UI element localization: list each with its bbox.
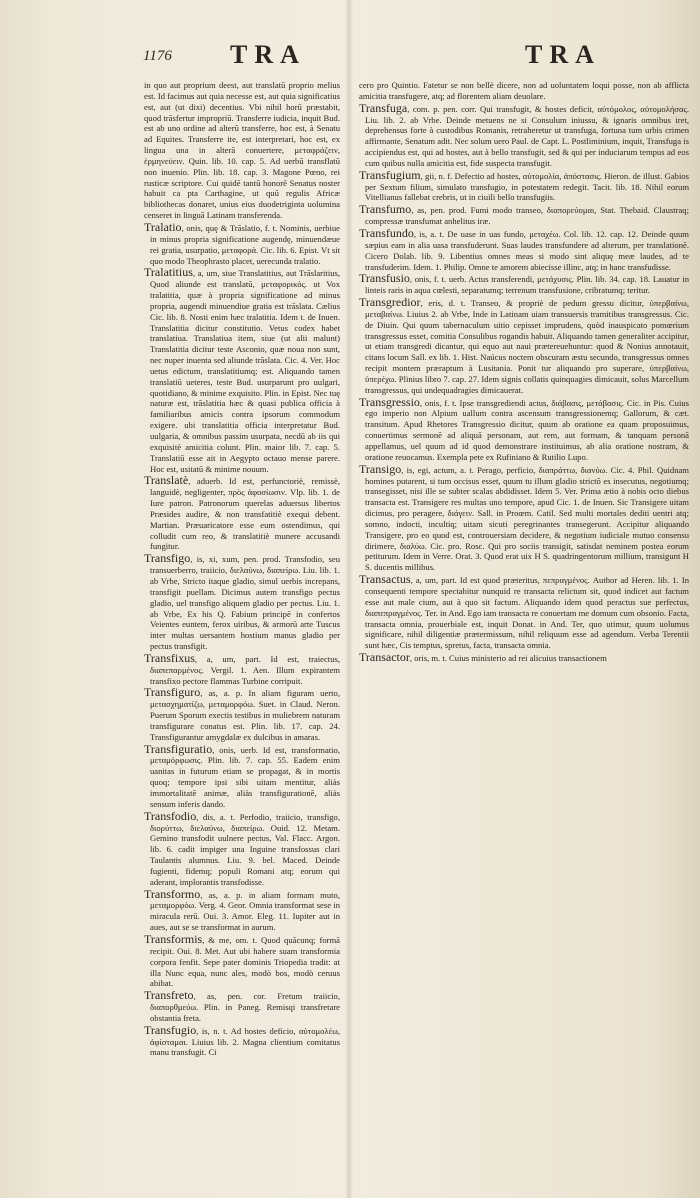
entry-text: , as, pen. cor. Fretum traiicio, διαπορθμεύω. Plin. in Paneg. Remisqi transfretare obstantia freta. xyxy=(150,991,340,1023)
entry-text: , onis, f. t. Ipse transgrediendi actus, διάβασις, μετάβασις. Cic. in Pis. Cuius ego imperio non Alpium uallum contra ascensum transgressionemq; Gallorum, & cæt. transitum. Apud Rhetores Transgressio dicitur, quum ab oratione ea quam proposuimus, conuertimus sermonē ad aliquā personam, aut rem, aut formam, & tanquam personā appellamus, uel quum ad id quod demonstrare instituimus, ab alia oratione nostram, & oratione reuocamus. Exempla pete ex Rufiniano & Rutilio Lupo. xyxy=(365,397,689,462)
entry-text: in quo aut proprium deest, aut translatū proprio melius est. Id facimus aut quia necesse est, aut quia significatius est, aut (ut dixi) decentius. Vbi nihil horū præstabit, quod trāsfertur impropriū. Transferre iudicia, inquit Bud. est ab uno ordine ad alterū transferre, hoc est, à Senatu ad Equites. Transferre ite, est interpretari, hoc est, ex lingua una in alterā conuertere, μεταφράζειν, ἑρμηνεύειν. Quin. lib. 10. cap. 5. Ad uerbū transflatū non inuenio. Plin. lib. 18. cap. 3. Magone Pœno, rei rusticæ scriptore. Cui quidē tantū honorē Senatus noster habuit ca pta Carthagine, ut quū regulis Africæ bibliothecas donaret, unius eius duodetriginta uolumina censeret in linguā Latinam transferenda. xyxy=(144,80,340,221)
dictionary-entry xyxy=(359,100,689,169)
entry-headword: Transfumo xyxy=(359,202,412,217)
dictionary-entry xyxy=(359,167,689,204)
entry-headword: Tralatio xyxy=(144,219,182,234)
entry-text: , com. p. pen. corr. Qui transfugit, & hostes deficit, αὐτόμολος, αὐτομολήσας. Liu. lib. 2. ab Vrbe. Deinde metuens ne si Consulum iniussu, & ignaris omnibus iret, deprehensus forte à custodibus Romanis, retraheretur ut transfuga, fortuna tum urbis crimen affirmante, Senatum adit. Nec solum uero Paul. de Capt. L. Postliminium, inquit, Transfuga is accipiendus est, qui ad hostes, aut à bello transfugit, sed & qui per induciarum tempus ad eos cum quibus nulla amicitia est, fide suspecta transfugit. xyxy=(365,103,689,168)
entry-text: , is, n. t. Ad hostes deficio, αὐτομολέω, ἀφίσταμαι. Liuius lib. 2. Magna clientium comitatus manu transfugit. Ci xyxy=(150,1025,340,1058)
dictionary-entry xyxy=(359,225,689,272)
entry-headword: Transfiguratio xyxy=(144,741,213,756)
entry-text: , onis, uerb. Id est, transformatio, μεταμόρφωσις. Plin. lib. 7. cap. 55. Eadem enim uanitas in futurum etiam se propagat, & in mortis quoq; tempore ipsi sibi uitam mentitur, aliàs immortalitatē animæ, aliàs transfigurationē, aliàs sensum inferis dando. xyxy=(150,744,340,809)
entry-text: , dis, a. t. Perfodio, traiicio, transfigo, διορύττω, διελαύνω, διαπείρω. Ouid. 12. Metam. Gemino transfodit uulnere pectus, Val. Flacc. Argon. lib. 6. cadit impiger una Inguine transfossus clari Taulantis alumnus. Liu. 9. bel. Maced. Deinde fugienti, fidemq; populi Romani atq; eorum qui aderant, implorantis transfodisse. xyxy=(150,811,340,887)
entry-headword: Transactus xyxy=(359,572,411,587)
running-head-left: TRA xyxy=(230,40,306,69)
entry-headword: Transfixus xyxy=(144,650,195,665)
dictionary-entry xyxy=(144,553,340,652)
dictionary-entry xyxy=(144,219,340,266)
dictionary-entry xyxy=(144,990,340,1024)
entry-text: , onis, quę & Trāslatio, f. t. Nominis, uerbiue in minus propria significatione augendę, minuendæue rei gratia, usurpatio, μεταφορά. Cic. lib. 6. Epist. Vt sit quo modo Theophrasto placet, uerecunda tralatio. xyxy=(150,222,340,266)
entry-headword: Transactor xyxy=(359,650,410,665)
entry-text: , as, pen. prod. Fumi modo transeo, διαπορεύομαι, Stat. Thebaid. Claustraq; compressæ transfumat anhelitus iræ. xyxy=(365,205,689,227)
entry-text: , is, egi, actum, a. t. Perago, perficio, διαπράττω, διανύω. Cic. 4. Phil. Quidnam homines putarent, si tum occisus esset, quum tu illum gladio strictō es insecutus, negotiumq; transegisset, nisi ille se subter scalas abdidisset. Idem 5. Ver. Prima ætio à nobis octo diebus transacta est. Transigere res multas uno tempore, apud Cic. 1. de Inuen. Sic Transigere uitam dicimus, pro peragere, διάγειν. Sall. in Proœm. Catil. Sed multi mortales dediti uentri atq; somno, indocti, incultiq; uitam sicuti peregrinantes transegerunt. Accipitur aliquando Transigere, pro eo quod est, controuersiam decidere, & negotium iudiciale mutuo consensu dirimere, διαλύω. Cic. pro. Rosc. Qui pro sociis transigit, satisdat neminem postea eorum petiturum. Idem in Verre. Orat. 3. Quod erat uix H S. quadringentorum millium, transigunt H S. ducentis millibus. xyxy=(365,464,689,573)
page-number: 1176 xyxy=(143,48,172,64)
entry-text: , a, um, siue Translatitius, aut Trāslaritius, Quod aliunde est translatū, μεταφορικός. ut Vox tralatitia, quæ à propria significatione ad minus propria, augendi minuendiue gratia est trāslata. Cælius Cic. lib. 8. Nosti enim hæc tralatitia. Idem t. de Inuen. Translatitia dicitur constitutio. Vetus codex habet translatiua. Translatiua item, siue (ut alii malunt) Translatitia dicitur teste Asconio, quæ noua non sunt, nec nuper inuenta sed aliunde trāslata. Cic. 4. Ver. Hoc uetus edictum, translatitiumq; est. Aliquando tamen translatiū ueteres, teste Bud. usurparunt pro uulgari, quotidiano, & minime exquisito. Plin. in Epist. Nec tuę naturæ est, trāslatitia hæc & quasi publica officia à familiaribus amicis contra ipsorum commodum exigere. ubi translatitia officia interpretatur Bud. uulgaria, & omnibus passim usurpata, necdū ab iis qui exquisitè amicitia colunt. Plin. maior lib. 7. cap. 5. Translatiū esse ait in Aegypto octauo mense parere. Hoc est, usitatū & minime nouum. xyxy=(150,268,340,474)
entry-headword: Transfugium xyxy=(359,167,421,182)
entry-headword: Transformis xyxy=(144,931,203,946)
entry-headword: Transfundo xyxy=(359,225,414,240)
entry-text: , a, um, part. Id est quod præteritus, πεπραγμένος. Author ad Heren. lib. 1. In consequenti tempore spectabitur nunquid re transacta relictum sit, quod indicet aut factum esse aut male cium, aut à quo sit factum. Aliquando idem quod peractus sue perfectus, διαπεπραγμένος. Ter. in And. Ego iam transacta re conuertam me domum cum obsonio. Facta, transacta omnia, prouerbiale est, inquit Donat. in And. Ter, quo utimur, quum uolumus significare, nihil diligentiæ prætermissum, nihil reliquum esse ad agendum. Verba Terentii sunt hæc, Cis temptus, spretus, facta, transacta omnia. xyxy=(365,575,689,651)
dictionary-entry xyxy=(144,267,340,474)
running-head-right: TRA xyxy=(525,40,601,69)
entry-text: , gii, n. f. Defectio ad hostes, αὐτομολία, ἀπόστασις. Hieron. de illust. Gabios per Sextum filium, simulato transfugio, in potestatem redegit. Tacit. lib. 18. Nihil eorum Vitellianus fallebat crebris, ut in ciuili bello transfugiis. xyxy=(365,170,689,203)
dictionary-entry xyxy=(359,297,689,396)
entry-headword: Transfreto xyxy=(144,988,194,1003)
entry-headword: Transfugio xyxy=(144,1022,197,1037)
entry-headword: Transfigo xyxy=(144,551,191,566)
entry-headword: Tralatitius xyxy=(144,265,193,280)
left-column xyxy=(144,80,340,1180)
entry-text: cero pro Quintio. Fatetur se non bellè dicere, non ad uoluntatem loqui posse, non ab afflicta amicitia transfugere, atq; ad florentem aliam deuolare. xyxy=(359,80,689,101)
dictionary-entry xyxy=(359,461,689,573)
entry-text: , oris, m. t. Cuius ministerio ad rei alicuius transactionem xyxy=(409,653,607,664)
entry-headword: Transfuga xyxy=(359,100,408,115)
entry-text: , a, um, part. Id est, traiectus, διαπεπαρμένος. Vergil. 1. Aen. Illum expirantem transfixo pectore flammas Turbine corripuit. xyxy=(150,653,340,686)
page-header xyxy=(0,40,700,76)
entry-text: , is, xi, xum, pen. prod. Transfodio, seu transuerberro, traiicio, διελαύνω, διαπείρω. Liu. lib. 1. ab Vrbe, Stricto itaque gladio, simul uerbis increpans, transfigit puellam. Dicimus autem transfigo pectus gladio, uel transfigo aliquem gladio per pectus. Liu. 1. ab Vrbe, Ex his Q. Fabium principē in confertos Veientes euntem, ferox uiribus, & armorū arte Tuscus inter multas uersantem hostium manus gladio per pectus transfigit. xyxy=(150,554,340,652)
dictionary-entry xyxy=(359,394,689,463)
entry-headword: Transformo xyxy=(144,886,201,901)
entry-headword: Transfiguro xyxy=(144,685,201,700)
dictionary-entry xyxy=(359,204,689,227)
right-column xyxy=(359,80,689,1180)
dictionary-entry xyxy=(144,475,340,552)
dictionary-entry xyxy=(144,650,340,687)
book-spine-shadow xyxy=(345,0,353,1198)
dictionary-entry xyxy=(144,687,340,742)
entry-headword: Transigo xyxy=(359,461,402,476)
dictionary-entry xyxy=(144,1022,340,1059)
dictionary-entry xyxy=(144,886,340,933)
entry-text: , as, a. p. in aliam formam muto, μεταμορφόω. Verg. 4. Geor. Omnia transformat sese in miracula rerū. Oui. 3. Amor. Eleg. 11. Iupiter aut in aues, aut se se transformat in aurum. xyxy=(150,889,340,933)
entry-text: , onis, f. t. uerb. Actus transferendi, μετάχυσις. Plin. lib. 34. cap. 18. Lauatur in linteis raris in aqua cœlesti, separatumq; terrenum transfusione, cribratumq; teritur. xyxy=(365,274,689,296)
entry-headword: Transfodio xyxy=(144,808,197,823)
dictionary-entry xyxy=(144,808,340,888)
entry-text: , aduerb. Id est, perfunctoriè, remissè, languidè, negligenter, πρὸς ἀφοσίωσιν. Vlp. lib. 1. de Iure patron. Patronorum querelas aduersus libertos Præsides audire, & non transfatitiè exequi debent. Martian. Præuaricatore esse eum ostendimus, qui colludit cum reo, & translatitiè munere accusandi fungitur. xyxy=(150,476,340,552)
entry-headword: Transfusio xyxy=(359,271,410,286)
dictionary-entry xyxy=(359,80,689,102)
entry-headword: Transgressio xyxy=(359,394,420,409)
entry-text: , & me, om. t. Quod quācunq; formā recipit. Oui. 8. Met. Aut ubi habere suam transformia corpora fenfit. Sepe pater dominis Triopedia tradit: at illa Nunc equa, nunc ales, modò bos, modò ceruus abibat. xyxy=(150,934,340,989)
dictionary-entry xyxy=(359,574,689,651)
dictionary-entry xyxy=(144,741,340,810)
dictionary-entry xyxy=(359,273,689,296)
dictionary-entry xyxy=(144,80,340,221)
entry-text: , eris, d. t. Transeo, & propriè de pedum gressu dicitur, ὑπερβαίνω, μεταβαίνω. Liuius 2. ab Vrbe, Inde in Latinam uiam transuersis tramitibus transgressus. Cic. de Diuin. Qui quum tabernaculum uitio cepisset imprudens, quòd inauspicato pomœrium transgressus esset, comitia Consulibus rogandis habuit. Aliquando tamen generaliter accipitur, ut etiam transgredi dicantur, qui equo aut naui prætereuehuntur: quod & Nonius annotauit, citans locum Sall. ex lib. 1. Hist. Naúcus noctem obscuram æstu secundo, transgressus omnes recipit montem præraptum à Lusitania. Ponit tur aliquando pro superare, ὑπερβαίνω, ὑπερέχω. Plinius libro 7. cap. 27. Idem signis collatis quinquagies dimicauit, solus Marcellum transgressus, qui undequadragies dimicauerat. xyxy=(365,298,689,395)
dictionary-entry xyxy=(359,652,689,664)
entry-headword: Transgredior xyxy=(359,295,421,310)
entry-text: , as, a. p. In aliam figuram uerto, μετασχηματίζω, μεταμορφόω. Suet. in Claud. Neron. Puerum Sporum exectis testibus in muliebrem naturam transfigurare conatus est. Plin. lib. 17. cap. 24. Transfigurantur amygdalæ ex dulcibus in amaras. xyxy=(150,688,340,742)
dictionary-entry xyxy=(144,931,340,989)
entry-headword: Translatè xyxy=(144,473,189,488)
entry-text: , is, a. t. De uase in uas fundo, μεταχέω. Col. lib. 12. cap. 12. Deinde quum sæpius eam in alia uasa transfuderunt. Suas laudes transfundere ad alterum, per translationē. Cicero Dolab. lib. 9. Libentius omnes meas si modo sint aliquę meæ laudes, ad te transfuderim. Idem. 1. Philip. Omne te amorem abiecisse illinc, atq; in hanc transfudisse. xyxy=(365,228,689,272)
